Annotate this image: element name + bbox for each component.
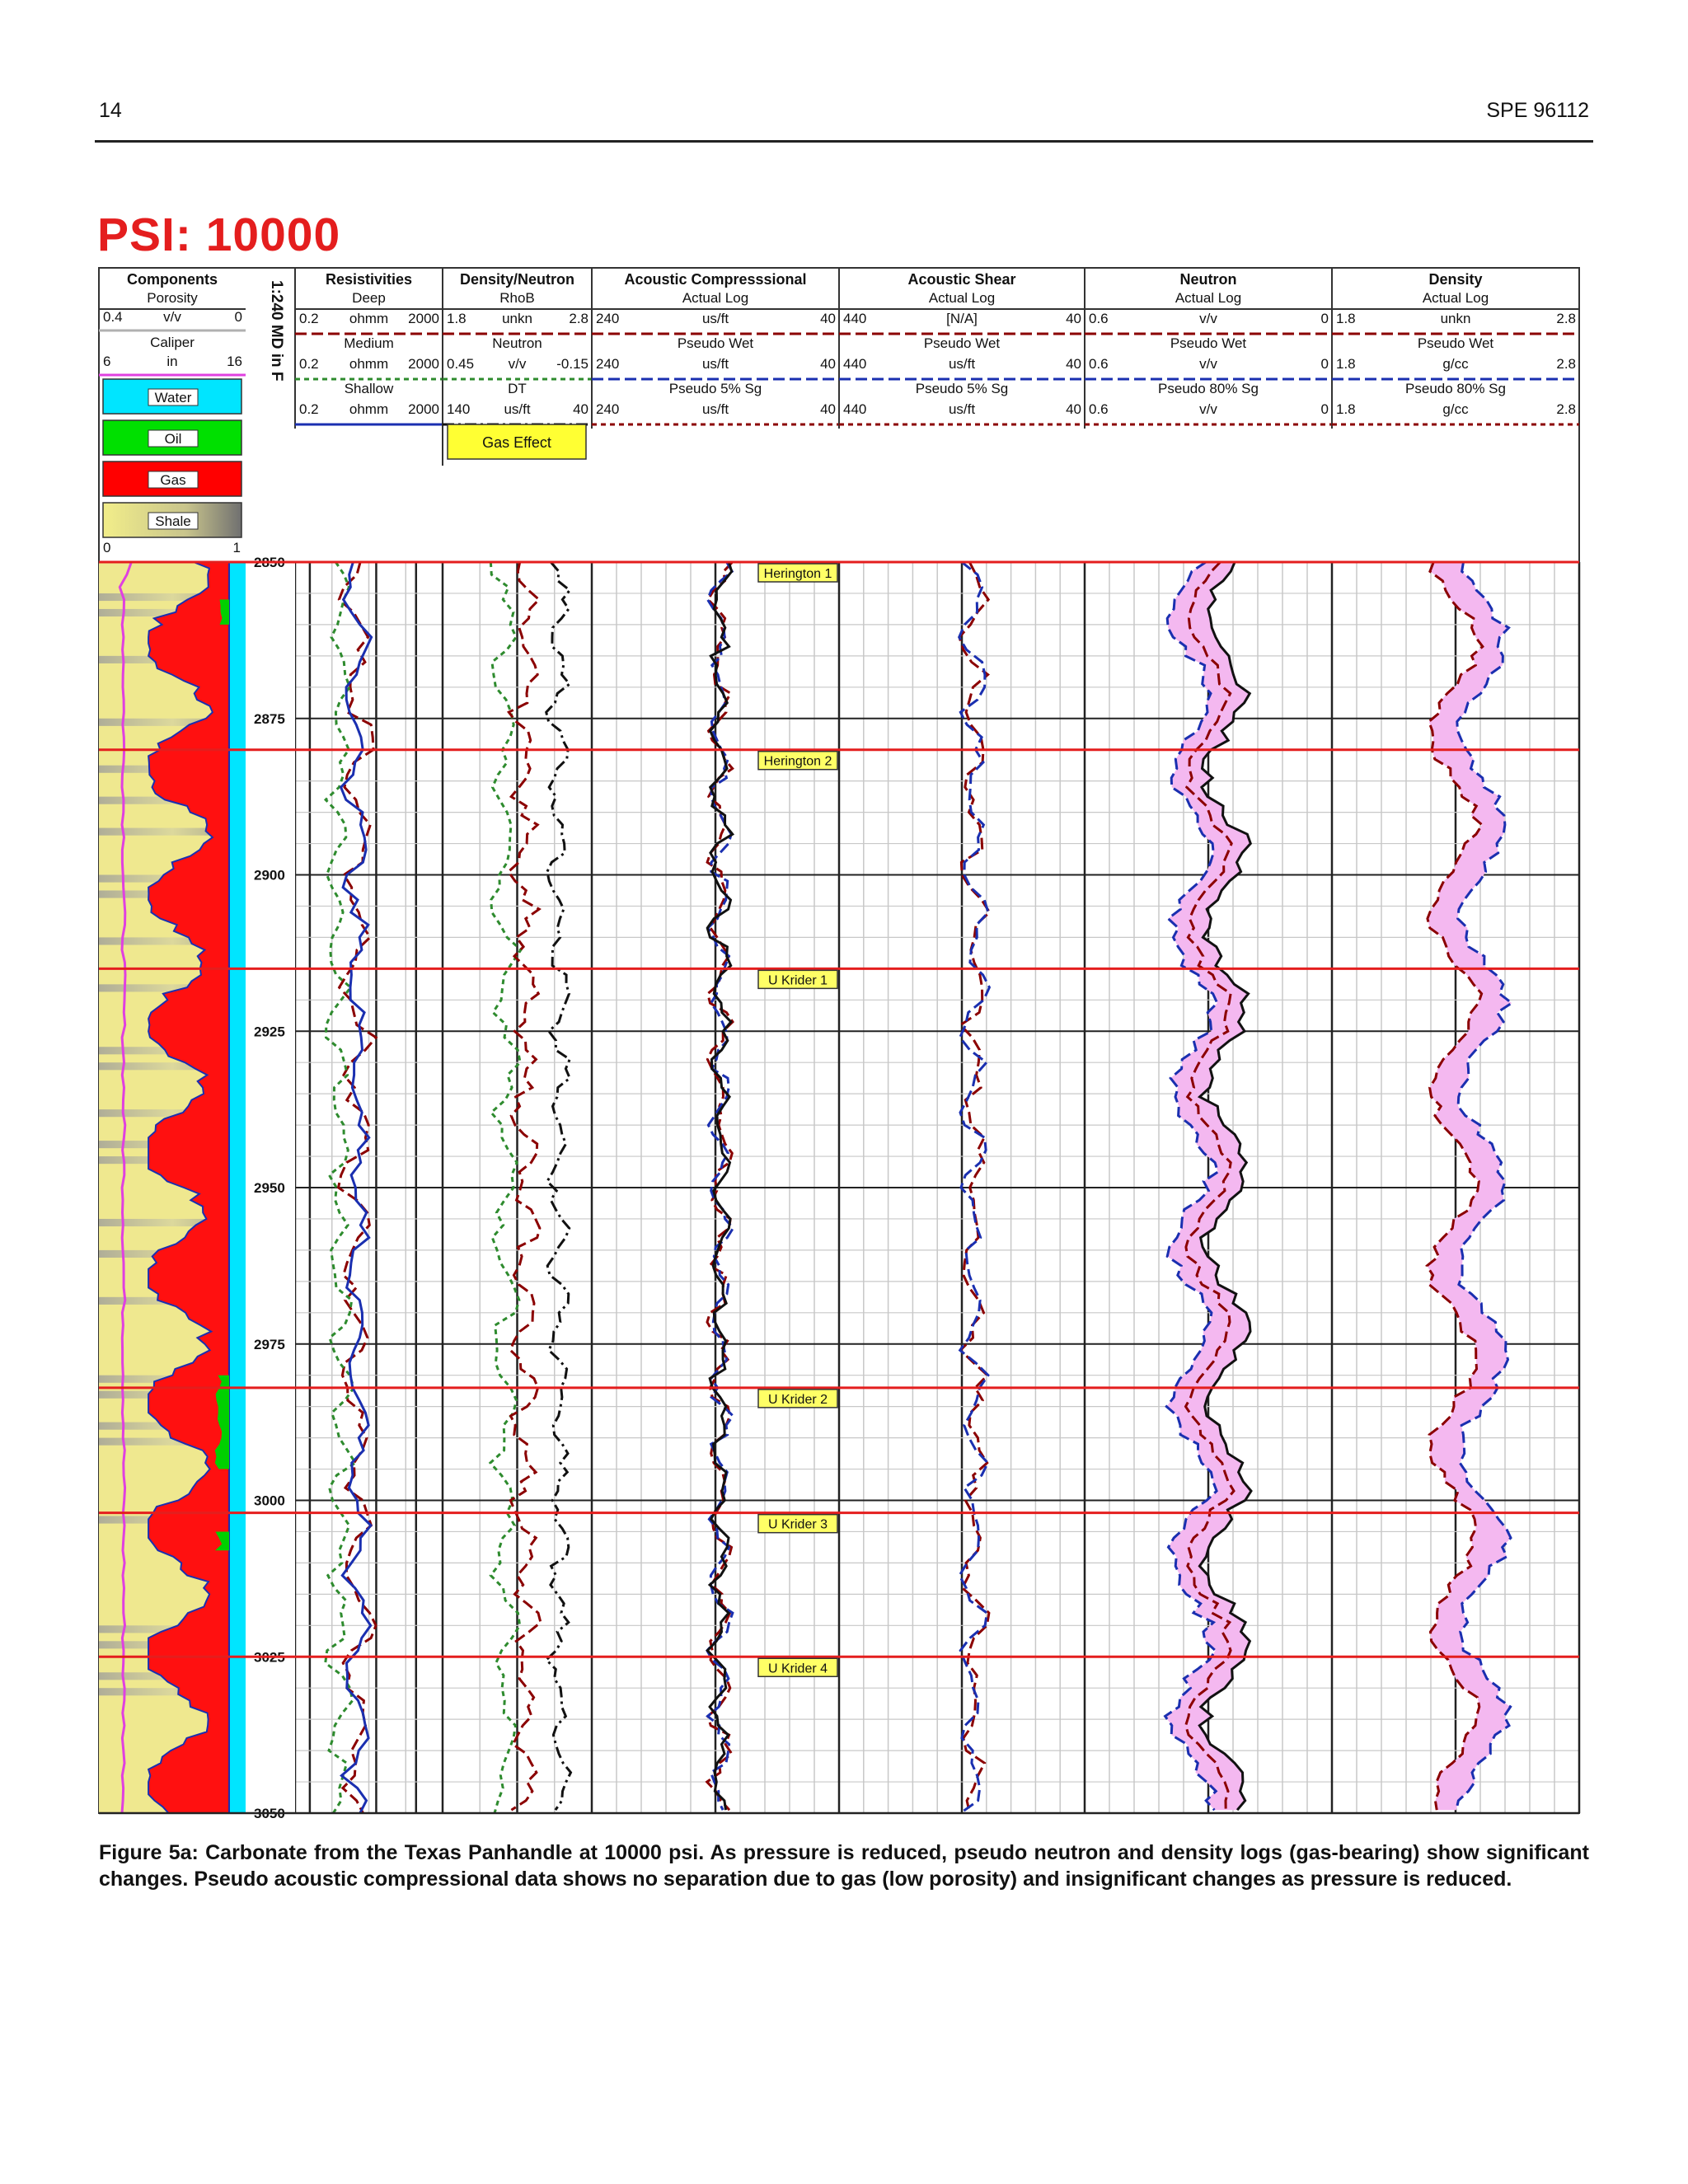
scale-left-value: 0.6 (1089, 356, 1109, 372)
track-name: Components (127, 271, 218, 288)
track-name: Resistivities (325, 271, 413, 288)
curve-label: Pseudo 80% Sg (1405, 381, 1506, 396)
scale-unit: [N/A] (946, 311, 978, 326)
paper-id: SPE 96112 (1486, 99, 1589, 122)
legend-item (103, 462, 241, 496)
formation-top-label: U Krider 2 (767, 1392, 828, 1407)
scale-unit: in (166, 354, 178, 369)
curve-label: Neutron (492, 335, 542, 351)
curve-label: RhoB (499, 290, 535, 306)
scale-right-value: 2.8 (1556, 401, 1576, 417)
scale-unit: us/ft (701, 311, 729, 326)
track-name: Density/Neutron (459, 271, 575, 288)
scale-left-value: 440 (843, 356, 867, 372)
figure-caption: Figure 5a: Carbonate from the Texas Panhandle at 10000 psi. As pressure is reduced, pseudo neutron and density logs (gas-bearing) show significant changes. Pseudo acoustic compressional data shows no separation due to gas (low porosity) and insignificant changes as pressure is reduced. (99, 1841, 1589, 1891)
legend-item (103, 379, 241, 414)
scale-unit: g/cc (1442, 401, 1469, 417)
scale-unit: v/v (1199, 356, 1217, 372)
legend-label: Oil (164, 431, 182, 447)
formation-top-label: U Krider 4 (767, 1661, 828, 1676)
track-name: Density (1428, 271, 1483, 288)
figure-title: PSI: 10000 (97, 209, 341, 261)
curve-label: Actual Log (1422, 290, 1489, 306)
scale-right-value: 2000 (408, 401, 439, 417)
formation-top-label: Herington 1 (763, 567, 832, 581)
gas-effect-label: Gas Effect (482, 434, 551, 451)
scale-right-value: 2.8 (1556, 356, 1576, 372)
scale-left-value: 240 (596, 401, 620, 417)
curve-label: Pseudo Wet (1417, 335, 1494, 351)
scale-unit: us/ft (701, 401, 729, 417)
curve-label: Actual Log (1175, 290, 1242, 306)
curve-label: Pseudo 80% Sg (1158, 381, 1259, 396)
curve-label: Pseudo Wet (1170, 335, 1247, 351)
scale-unit: v/v (163, 309, 181, 325)
depth-tick-label: 2950 (254, 1180, 285, 1196)
curve-label: Pseudo 5% Sg (668, 381, 762, 396)
scale-right-value: 40 (1066, 401, 1081, 417)
scale-unit: ohmm (349, 356, 389, 372)
scale-right-value: 16 (227, 354, 242, 369)
legend-label: Shale (155, 513, 191, 529)
curve-label: DT (508, 381, 527, 396)
curve-label: Pseudo Wet (677, 335, 754, 351)
curve-label: Actual Log (928, 290, 996, 306)
track-name: Acoustic Shear (907, 271, 1016, 288)
scale-right-value: 0 (234, 309, 242, 325)
scale-right-value: 40 (820, 311, 836, 326)
curve-label: Pseudo 5% Sg (915, 381, 1009, 396)
scale-left-value: 1.8 (1336, 356, 1356, 372)
scale-right-value: 40 (1066, 311, 1081, 326)
curve-label: Shallow (344, 381, 394, 396)
scale-unit: v/v (1199, 401, 1217, 417)
track-name: Neutron (1179, 271, 1237, 288)
legend-item (103, 503, 241, 537)
scale-left-value: 240 (596, 356, 620, 372)
scale-unit: us/ft (948, 401, 976, 417)
scale-left-value: 0.4 (103, 309, 123, 325)
curve-label: Medium (344, 335, 394, 351)
depth-tick-label: 2875 (254, 710, 285, 727)
scale-right-value: 40 (820, 356, 836, 372)
curve-label: Actual Log (682, 290, 749, 306)
formation-top-label: Herington 2 (763, 754, 832, 769)
scale-right-value: 0 (1320, 356, 1329, 372)
track-name: Acoustic Compresssional (624, 271, 807, 288)
curve-label: Porosity (147, 290, 198, 306)
scale-left-value: 0.6 (1089, 401, 1109, 417)
scale-right-value: 40 (820, 401, 836, 417)
curve-label: Pseudo Wet (923, 335, 1001, 351)
scale-right-value: 2.8 (1556, 311, 1576, 326)
scale-unit: unkn (1440, 311, 1471, 326)
scale-unit: us/ft (948, 356, 976, 372)
scale-right-value: 2000 (408, 311, 439, 326)
legend-item (103, 420, 241, 455)
scale-left-value: 6 (103, 354, 111, 369)
scale-right-value: 2.8 (569, 311, 588, 326)
scale-left-value: 440 (843, 311, 867, 326)
scale-left-value: 0.2 (299, 356, 319, 372)
scale-right-value: 0 (1320, 311, 1329, 326)
depth-tick-label: 3050 (254, 1806, 285, 1821)
depth-tick-label: 2975 (254, 1336, 285, 1352)
scale-unit: ohmm (349, 311, 389, 326)
curve-label: Deep (352, 290, 386, 306)
legend-label: Gas (160, 472, 186, 488)
scale-right-value: 40 (573, 401, 588, 417)
scale-right-value: -0.15 (556, 356, 588, 372)
scale-right-value: 0 (1320, 401, 1329, 417)
scale-unit: v/v (508, 356, 527, 372)
scale-unit: unkn (502, 311, 532, 326)
scale-left-value: 1.8 (1336, 311, 1356, 326)
scale-left-value: 240 (596, 311, 620, 326)
depth-tick-label: 3025 (254, 1649, 285, 1666)
curve-label: Caliper (150, 335, 195, 350)
scale-unit: us/ft (701, 356, 729, 372)
depth-tick-label: 2850 (254, 555, 285, 570)
scale-left-value: 1.8 (447, 311, 467, 326)
scale-left-value: 1.8 (1336, 401, 1356, 417)
depth-tick-label: 2925 (254, 1024, 285, 1040)
scale-left-value: 440 (843, 401, 867, 417)
scale-left-value: 140 (447, 401, 471, 417)
scale-unit: v/v (1199, 311, 1217, 326)
scale-left-value: 0.2 (299, 311, 319, 326)
legend-label: Water (154, 390, 192, 405)
formation-top-label: U Krider 1 (767, 973, 828, 988)
page-number: 14 (99, 99, 122, 122)
scale-unit: us/ft (504, 401, 531, 417)
scale-right-value: 2000 (408, 356, 439, 372)
scale-unit: g/cc (1442, 356, 1469, 372)
legend-scale-left: 0 (103, 540, 111, 555)
scale-right-value: 40 (1066, 356, 1081, 372)
scale-unit: ohmm (349, 401, 389, 417)
depth-scale-label: 1:240 MD in F (268, 280, 285, 382)
scale-left-value: 0.6 (1089, 311, 1109, 326)
legend-scale-right: 1 (232, 540, 241, 555)
scale-left-value: 0.2 (299, 401, 319, 417)
depth-tick-label: 2900 (254, 867, 285, 883)
depth-tick-label: 3000 (254, 1493, 285, 1509)
formation-top-label: U Krider 3 (767, 1517, 828, 1532)
scale-left-value: 0.45 (447, 356, 475, 372)
